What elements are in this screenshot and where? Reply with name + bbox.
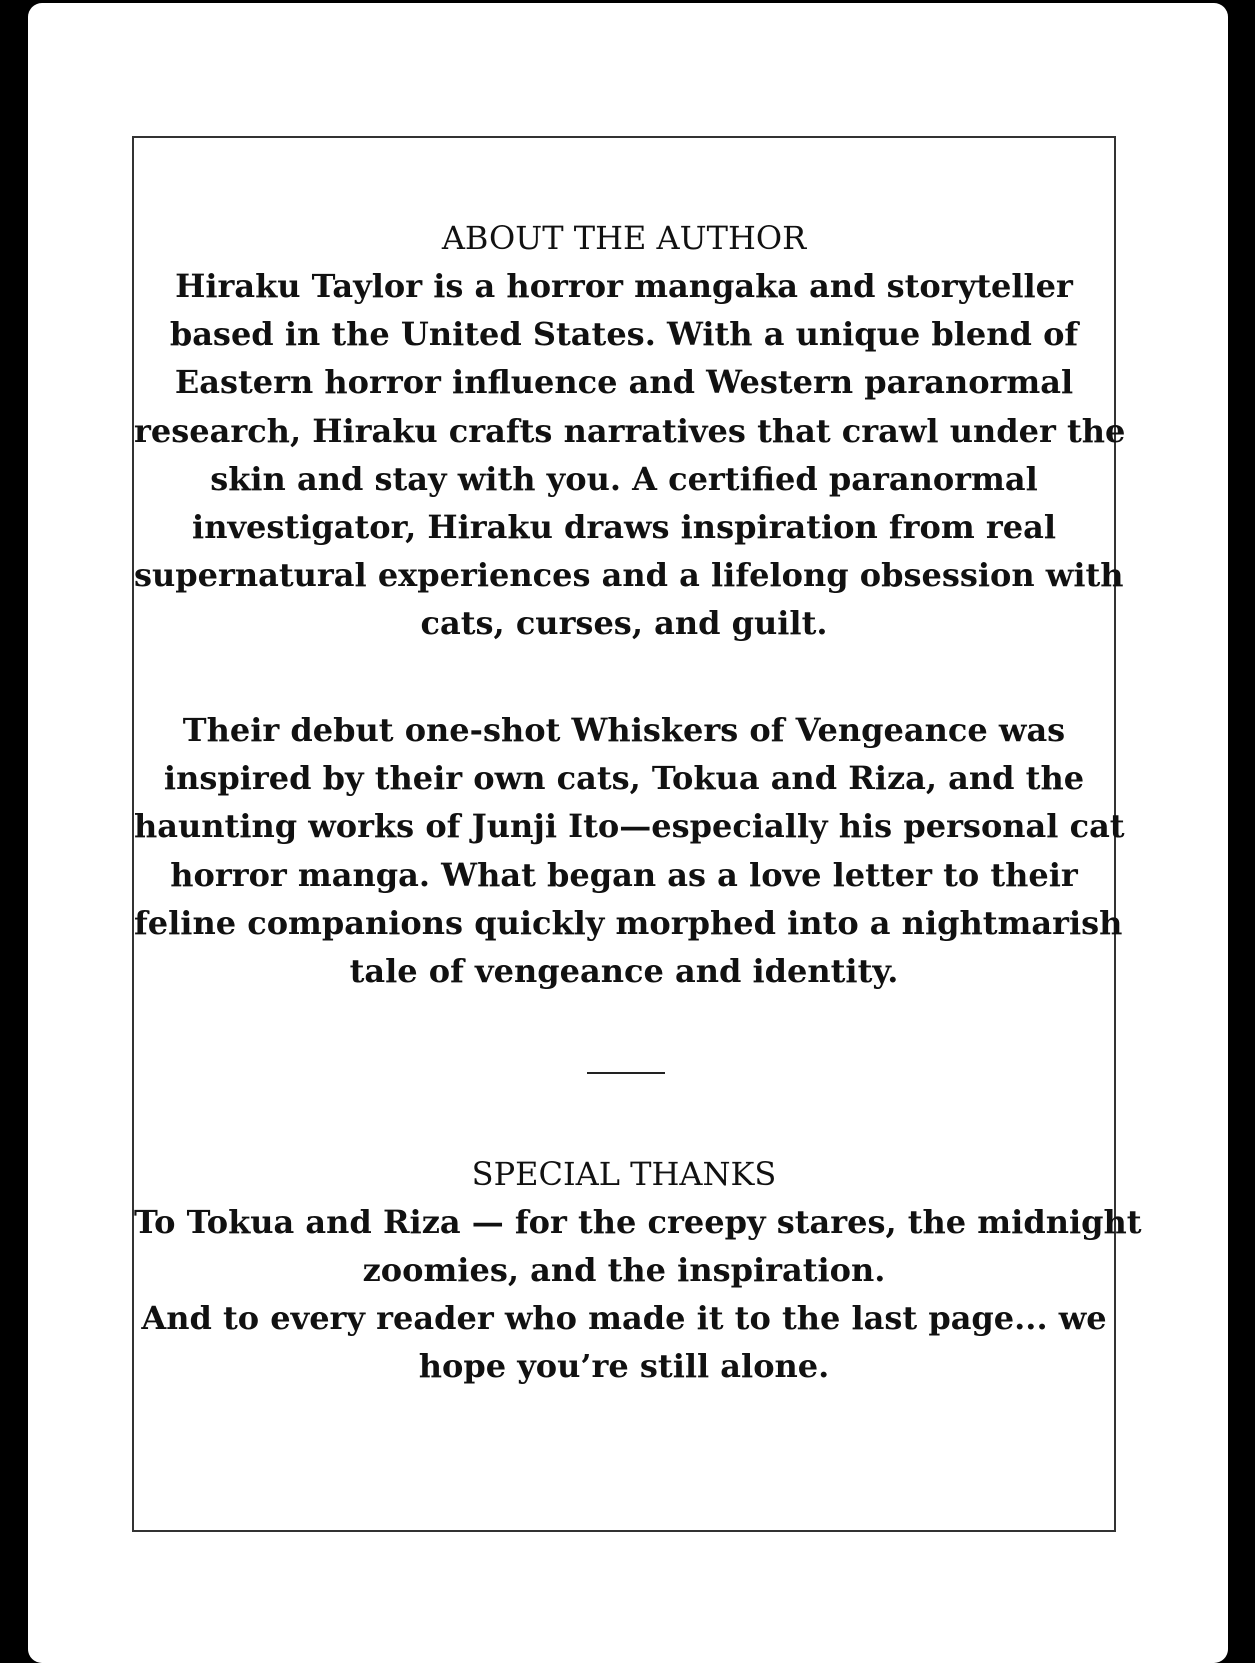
text-line: Their debut one-shot Whiskers of Vengeance was bbox=[182, 711, 1066, 749]
text-line: To Tokua and Riza — for the creepy stares, the midnight bbox=[134, 1203, 1142, 1241]
text-line: skin and stay with you. A certified paranormal bbox=[210, 459, 1038, 498]
text-line: feline companions quickly morphed into a nightmarish bbox=[134, 903, 1123, 942]
document-page bbox=[28, 3, 1228, 1663]
text-line: supernatural experiences and a lifelong obsession with bbox=[134, 556, 1124, 595]
about-the-author-heading: ABOUT THE AUTHOR bbox=[441, 219, 807, 257]
text-line: based in the United States. With a unique blend of bbox=[169, 315, 1079, 354]
special-thanks-heading: SPECIAL THANKS bbox=[471, 1155, 777, 1193]
content-frame bbox=[132, 136, 1142, 1532]
text-line: tale of vengeance and identity. bbox=[349, 952, 899, 991]
text-line: Hiraku Taylor is a horror mangaka and storyteller bbox=[175, 267, 1073, 305]
text-line: research, Hiraku crafts narratives that crawl under the bbox=[134, 411, 1126, 450]
author-bio-paragraph bbox=[134, 262, 1126, 648]
thanks-cats-paragraph bbox=[134, 1198, 1142, 1294]
text-line: horror manga. What began as a love letter to their bbox=[170, 855, 1078, 894]
text-line: inspired by their own cats, Tokua and Riza, and the bbox=[163, 759, 1085, 798]
section-divider bbox=[587, 1072, 665, 1074]
text-line: And to every reader who made it to the last page... we bbox=[141, 1299, 1107, 1337]
text-line: investigator, Hiraku draws inspiration from real bbox=[192, 508, 1056, 547]
text-line: cats, curses, and guilt. bbox=[420, 604, 828, 643]
thanks-reader-paragraph bbox=[134, 1294, 1114, 1390]
text-line: Eastern horror influence and Western paranormal bbox=[174, 363, 1074, 402]
text-line: hope you’re still alone. bbox=[418, 1347, 830, 1386]
debut-paragraph bbox=[134, 706, 1125, 995]
text-line: haunting works of Junji Ito—especially his personal cat bbox=[134, 807, 1125, 846]
text-line: zoomies, and the inspiration. bbox=[362, 1251, 886, 1290]
